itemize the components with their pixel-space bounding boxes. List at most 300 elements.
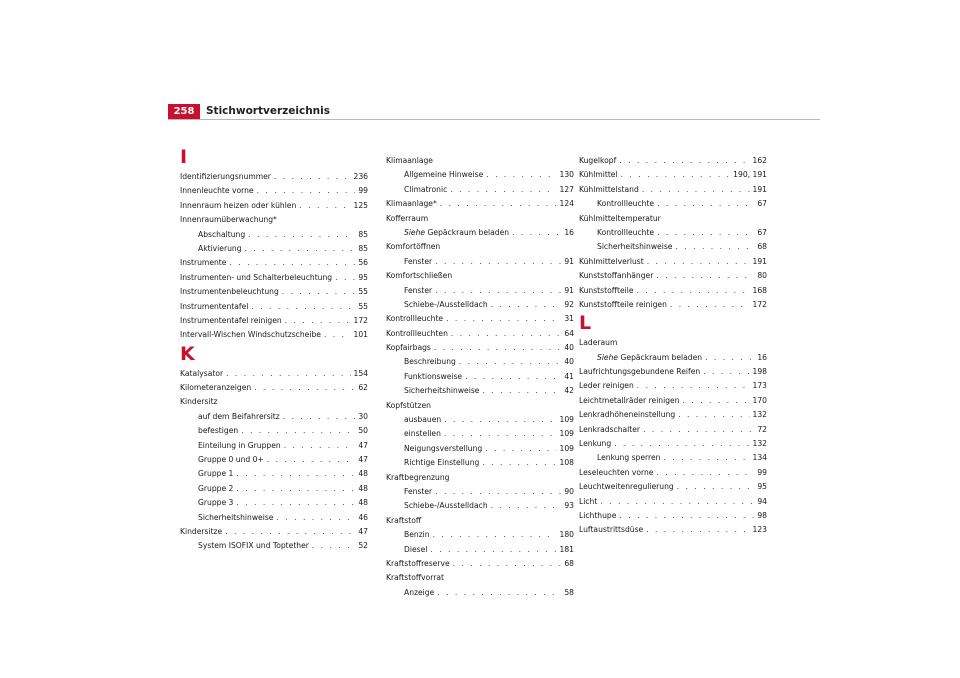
leader-dots [444, 427, 557, 441]
entry-label-text: einstellen [404, 429, 441, 439]
entry-label-text: Lenkung [579, 439, 612, 449]
entry-label [579, 212, 661, 226]
index-entry [386, 557, 574, 571]
entry-page-number: 67 [757, 199, 767, 209]
entry-label [386, 212, 428, 226]
entry-label-text: Climatronic [404, 184, 448, 194]
index-entry [579, 298, 767, 312]
entry-page-number: 170 [752, 395, 767, 405]
index-subentry [180, 453, 368, 467]
entry-label [180, 199, 296, 213]
entry-label-text: Komfortschließen [386, 271, 453, 281]
index-entry [180, 328, 368, 342]
leader-dots [236, 496, 355, 510]
leader-dots [637, 379, 750, 393]
leader-dots [614, 437, 749, 451]
entry-page-number: 190, 191 [733, 170, 767, 180]
index-subentry [579, 240, 767, 254]
leader-dots [335, 271, 355, 285]
index-subentry [386, 586, 574, 600]
entry-label [180, 256, 226, 270]
entry-page-number: 58 [564, 587, 574, 597]
leader-dots [254, 381, 355, 395]
entry-label-text: Kraftstoffvorrat [386, 573, 444, 583]
entry-label [386, 471, 449, 485]
entry-label [579, 466, 653, 480]
leader-dots [312, 539, 355, 553]
entry-label [180, 367, 223, 381]
entry-label [579, 394, 680, 408]
entry-label [404, 355, 456, 369]
entry-label [386, 240, 440, 254]
entry-label [579, 154, 616, 168]
entry-label [180, 213, 277, 227]
index-entry [386, 312, 574, 326]
entry-label [579, 284, 634, 298]
entry-page-number: 16 [757, 352, 767, 362]
entry-label-text: Laufrichtungsgebundene Reifen [579, 367, 701, 377]
entry-label [404, 528, 430, 542]
entry-label [404, 427, 441, 441]
entry-page-number: 42 [564, 386, 574, 396]
entry-page-number: 173 [752, 381, 767, 391]
index-subentry [180, 511, 368, 525]
index-column-1 [180, 146, 368, 554]
entry-page-number: 55 [358, 287, 368, 297]
entry-label [404, 543, 427, 557]
entry-label [404, 168, 483, 182]
entry-page-number: 95 [757, 482, 767, 492]
entry-label [180, 170, 271, 184]
entry-label-text: Instrumente [180, 258, 227, 268]
entry-label [180, 184, 254, 198]
leader-dots [643, 423, 754, 437]
leader-dots [619, 509, 754, 523]
entry-label-text: befestigen [198, 426, 239, 436]
page-header [168, 98, 820, 120]
entry-page-number: 98 [757, 510, 767, 520]
entry-page-number: 124 [559, 199, 574, 209]
index-subentry [579, 197, 767, 211]
index-subentry [386, 499, 574, 513]
entry-label-text: Schiebe-/Ausstelldach [404, 501, 488, 511]
leader-dots [646, 523, 749, 537]
index-subentry [386, 442, 574, 456]
entry-label [180, 314, 282, 328]
leader-dots [670, 298, 750, 312]
entry-label [386, 399, 431, 413]
entry-label [404, 370, 462, 384]
index-entry [579, 183, 767, 197]
entry-page-number: 123 [752, 525, 767, 535]
index-heading [386, 154, 574, 168]
entry-label-text: Leseleuchten vorne [579, 467, 654, 477]
entry-label-text: Kilometeranzeigen [180, 383, 252, 393]
page-title: Stichwortverzeichnis [206, 105, 330, 117]
entry-label-text: Instrumentenbeleuchtung [180, 287, 279, 297]
leader-dots [236, 482, 355, 496]
entry-label-text: Lichthupe [579, 510, 617, 520]
entry-page-number: 125 [353, 200, 368, 210]
leader-dots [440, 197, 557, 211]
index-subentry [579, 226, 767, 240]
index-subentry [386, 255, 574, 269]
leader-dots [642, 183, 750, 197]
entry-label-text: Kontrollleuchte [597, 227, 655, 237]
see-reference: Siehe [597, 352, 619, 362]
entry-label-text: Diesel [404, 544, 428, 554]
entry-page-number: 47 [358, 455, 368, 465]
entry-label-text: Katalysator [180, 368, 224, 378]
entry-page-number: 40 [564, 343, 574, 353]
entry-page-number: 134 [752, 453, 767, 463]
index-heading [180, 213, 368, 227]
entry-label [180, 525, 222, 539]
header-rule [168, 119, 820, 120]
entry-label [198, 467, 233, 481]
entry-page-number: 48 [358, 483, 368, 493]
entry-page-number: 52 [358, 541, 368, 551]
entry-label [597, 197, 654, 211]
entry-label [579, 298, 667, 312]
leader-dots [245, 242, 356, 256]
entry-label [579, 480, 674, 494]
index-subentry [180, 228, 368, 242]
index-heading [386, 399, 574, 413]
index-subentry [386, 370, 574, 384]
leader-dots [656, 269, 754, 283]
entry-label [198, 496, 233, 510]
leader-dots [226, 367, 350, 381]
page-number: 258 [168, 104, 200, 119]
index-column-2 [386, 154, 574, 600]
entry-label [404, 226, 509, 240]
entry-page-number: 31 [564, 314, 574, 324]
entry-label-text: Sicherheitshinweise [404, 386, 480, 396]
section-letter: K [180, 342, 195, 365]
leader-dots [482, 456, 556, 470]
entry-label [198, 228, 245, 242]
entry-label-text: Gruppe 2 [198, 483, 234, 493]
entry-label-text: Innenraumüberwachung* [180, 215, 277, 225]
entry-page-number: 85 [358, 229, 368, 239]
entry-label-text: Kühlmitteltemperatur [579, 213, 661, 223]
index-entry [579, 365, 767, 379]
index-entry [180, 300, 368, 314]
entry-page-number: 46 [358, 512, 368, 522]
leader-dots [236, 467, 355, 481]
entry-label [386, 327, 448, 341]
entry-page-number: 191 [752, 256, 767, 266]
section-letter: L [579, 312, 592, 335]
leader-dots [465, 370, 561, 384]
index-entry [579, 466, 767, 480]
entry-page-number: 92 [564, 299, 574, 309]
entry-label-text: Kontrollleuchte [386, 314, 444, 324]
entry-label [597, 226, 654, 240]
entry-page-number: 130 [559, 170, 574, 180]
entry-label-text: Kraftstoff [386, 515, 422, 525]
entry-page-number: 99 [757, 467, 767, 477]
leader-dots [621, 168, 731, 182]
entry-label-text: Lenkradschalter [579, 424, 641, 434]
entry-label-text: Benzin [404, 530, 430, 540]
entry-label-text: Kopfairbags [386, 343, 431, 353]
entry-label [386, 557, 450, 571]
index-heading [386, 269, 574, 283]
leader-dots [486, 168, 556, 182]
index-subentry [386, 427, 574, 441]
entry-label [579, 379, 634, 393]
entry-page-number: 56 [358, 258, 368, 268]
entry-label-text: Kugelkopf [579, 156, 617, 165]
entry-page-number: 62 [358, 383, 368, 393]
entry-label-text: Gruppe 1 [198, 469, 234, 479]
entry-label-text: Aktivierung [198, 243, 242, 253]
entry-label-text: Kraftstoffreserve [386, 558, 450, 568]
leader-dots [274, 170, 351, 184]
entry-label-text: auf dem Beifahrersitz [198, 411, 280, 421]
entry-label [404, 384, 479, 398]
entry-label [404, 183, 447, 197]
entry-label-text: Lenkung sperren [597, 453, 661, 463]
entry-page-number: 154 [353, 368, 368, 378]
entry-label-text: Sicherheitshinweise [597, 242, 673, 252]
index-subentry [180, 467, 368, 481]
index-subentry [579, 351, 767, 365]
entry-label [386, 312, 443, 326]
entry-page-number: 64 [564, 328, 574, 338]
leader-dots [241, 424, 355, 438]
entry-label-text: Beschreibung [404, 357, 456, 367]
entry-label [198, 453, 264, 467]
leader-dots [677, 480, 755, 494]
index-entry [579, 423, 767, 437]
entry-label [404, 586, 434, 600]
entry-label [386, 341, 431, 355]
entry-page-number: 108 [559, 458, 574, 468]
index-subentry [180, 410, 368, 424]
entry-label-text: Schiebe-/Ausstelldach [404, 299, 488, 309]
entry-page-number: 55 [358, 301, 368, 311]
entry-page-number: 47 [358, 440, 368, 450]
entry-label-text: Innenraum heizen oder kühlen [180, 200, 297, 210]
index-heading [386, 471, 574, 485]
entry-label [404, 284, 432, 298]
leader-dots [437, 586, 561, 600]
index-subentry [386, 168, 574, 182]
index-subentry [386, 528, 574, 542]
entry-page-number: 94 [757, 496, 767, 506]
leader-dots [491, 298, 562, 312]
index-entry [180, 256, 368, 270]
entry-label [579, 255, 644, 269]
entry-label [180, 381, 251, 395]
entry-page-number: 93 [564, 501, 574, 511]
entry-label-text: Kontrollleuchte [597, 199, 655, 209]
index-entry [386, 327, 574, 341]
index-entry [180, 170, 368, 184]
index-entry [579, 154, 767, 168]
index-entry [180, 285, 368, 299]
entry-label-text: Abschaltung [198, 229, 246, 239]
entry-page-number: 95 [358, 272, 368, 282]
leader-dots [647, 255, 750, 269]
entry-label [579, 168, 618, 182]
leader-dots [435, 485, 561, 499]
leader-dots [657, 226, 754, 240]
entry-label-text: Instrumententafel reinigen [180, 315, 282, 325]
index-entry [579, 168, 767, 182]
index-entry [386, 197, 574, 211]
entry-page-number: 101 [353, 330, 368, 340]
index-subentry [386, 384, 574, 398]
entry-label-text: Identifizierungsnummer [180, 172, 271, 181]
entry-page-number: 162 [752, 156, 767, 165]
entry-label [579, 523, 643, 537]
leader-dots [663, 451, 749, 465]
index-entry [180, 314, 368, 328]
entry-page-number: 127 [559, 184, 574, 194]
index-heading [386, 212, 574, 226]
leader-dots [283, 410, 356, 424]
entry-label-text: Einteilung in Gruppen [198, 440, 281, 450]
entry-page-number: 172 [353, 315, 368, 325]
entry-page-number: 172 [752, 299, 767, 309]
index-entry [579, 495, 767, 509]
entry-page-number: 99 [358, 186, 368, 196]
index-entry [579, 269, 767, 283]
leader-dots [433, 528, 557, 542]
entry-label [579, 437, 611, 451]
leader-dots [284, 439, 356, 453]
index-entry [180, 367, 368, 381]
leader-dots [675, 240, 754, 254]
entry-page-number: 236 [353, 172, 368, 181]
index-entry [579, 480, 767, 494]
entry-label-text: Fenster [404, 256, 433, 266]
leader-dots [451, 327, 561, 341]
entry-label-text: Instrumenten- und Schalterbeleuchtung [180, 272, 333, 282]
entry-label-text: Kühlmittelstand [579, 184, 639, 194]
entry-page-number: 91 [564, 285, 574, 295]
entry-label [404, 255, 432, 269]
index-entry [386, 341, 574, 355]
entry-page-number: 67 [757, 227, 767, 237]
leader-dots [703, 365, 749, 379]
entry-page-number: 180 [559, 530, 574, 540]
entry-page-number: 181 [559, 544, 574, 554]
leader-dots [225, 525, 355, 539]
index-subentry [180, 424, 368, 438]
leader-dots [485, 442, 556, 456]
entry-label [180, 285, 279, 299]
entry-label [579, 408, 675, 422]
index-heading [386, 514, 574, 528]
leader-dots [267, 453, 355, 467]
entry-page-number: 72 [757, 424, 767, 434]
entry-page-number: 132 [752, 410, 767, 420]
entry-label-text: Innenleuchte vorne [180, 186, 254, 196]
entry-page-number: 198 [752, 367, 767, 377]
entry-page-number: 132 [752, 439, 767, 449]
entry-page-number: 41 [564, 371, 574, 381]
leader-dots [299, 199, 350, 213]
entry-page-number: 68 [757, 242, 767, 252]
entry-label [579, 509, 616, 523]
entry-label-text: Kontrollleuchten [386, 328, 448, 338]
entry-page-number: 16 [564, 227, 574, 237]
section-letter: I [180, 146, 188, 168]
entry-label [198, 424, 238, 438]
entry-label-text: Klimaanlage* [386, 199, 437, 209]
entry-label-text: Laderaum [579, 338, 618, 348]
entry-label-text: Fenster [404, 285, 433, 295]
leader-dots [683, 394, 750, 408]
leader-dots [453, 557, 562, 571]
leader-dots [434, 341, 561, 355]
leader-dots [482, 384, 561, 398]
leader-dots [257, 184, 356, 198]
entry-label [579, 365, 700, 379]
entry-label-text: Kindersitz [180, 397, 218, 407]
index-subentry [386, 456, 574, 470]
entry-label-text: Funktionsweise [404, 371, 463, 381]
entry-page-number: 40 [564, 357, 574, 367]
entry-page-number: 48 [358, 498, 368, 508]
entry-page-number: 47 [358, 526, 368, 536]
entry-label [386, 571, 444, 585]
entry-label-text: Licht [579, 496, 598, 506]
entry-label [180, 328, 321, 342]
entry-label [404, 298, 488, 312]
leader-dots [512, 226, 561, 240]
entry-page-number: 109 [559, 429, 574, 439]
entry-label-text: Kopfstützen [386, 400, 431, 410]
entry-label-text: Kühlmittel [579, 170, 618, 180]
entry-page-number: 85 [358, 243, 368, 253]
entry-label [404, 413, 441, 427]
leader-dots [459, 355, 561, 369]
leader-dots [705, 351, 754, 365]
entry-label-text: Kraftbegrenzung [386, 472, 450, 482]
index-subentry [386, 543, 574, 557]
index-entry [579, 408, 767, 422]
entry-label-text: Lenkradhöheneinstellung [579, 410, 676, 420]
entry-label [579, 269, 653, 283]
index-subentry [386, 355, 574, 369]
leader-dots [444, 413, 556, 427]
entry-label-text: Leichtmetallräder reinigen [579, 395, 680, 405]
index-subentry [386, 413, 574, 427]
index-heading [579, 336, 767, 350]
entry-page-number: 168 [752, 285, 767, 295]
entry-label-text: Kunststoffteile reinigen [579, 299, 667, 309]
entry-label-text: ausbauen [404, 415, 442, 425]
entry-label [180, 300, 248, 314]
entry-label [198, 410, 280, 424]
leader-dots [637, 284, 750, 298]
leader-dots [229, 256, 355, 270]
index-subentry [579, 451, 767, 465]
index-entry [180, 184, 368, 198]
index-entry [579, 379, 767, 393]
entry-label-text: Gruppe 3 [198, 498, 234, 508]
entry-label-text: Gepäckraum beladen [620, 352, 703, 362]
entry-page-number: 48 [358, 469, 368, 479]
index-subentry [180, 439, 368, 453]
leader-dots [435, 255, 561, 269]
